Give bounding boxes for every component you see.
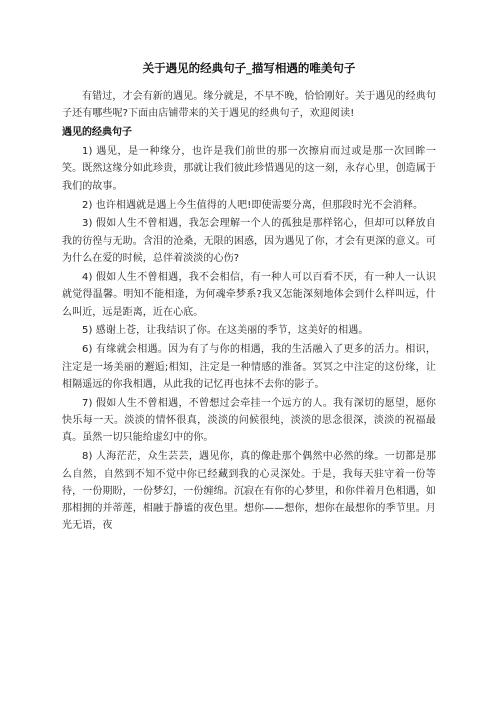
section-heading: 遇见的经典句子 bbox=[62, 127, 132, 139]
paragraph-2: 2) 也许相遇就是遇上今生值得的人吧!即使需要分离，但那段时光不会消释。 bbox=[82, 199, 424, 211]
paragraph-7: 7) 假如人生不曾相遇，不曾想过会牵挂一个远方的人。我有深切的愿望，愿你快乐每一天。淡淡的情怀很真，淡淡的问候很纯，淡淡的思念很深，淡淡的祝福最真。虽然一切只能给虚幻中的你。 bbox=[62, 397, 436, 444]
paragraph-8: 8) 人海茫茫，众生芸芸，遇见你，真的像赴那个偶然中必然的缘。一切都是那么自然，自然到不知不觉中你已经藏到我的心灵深处。于是，我每天驻守着一份等待，一份期盼，一份梦幻，一份缠绵。沉寂在有你的心梦里，和你伴着月色相遇，如那相拥的并蒂莲，相融于静谧的夜色里。想你——想你，想你在最想你的季节里。月光无语，夜 bbox=[62, 451, 436, 532]
paragraph-4: 4) 假如人生不曾相遇，我不会相信，有一种人可以百看不厌，有一种人一认识就觉得温馨。明知不能相逢，为何魂牵梦系?我又怎能深刻地体会到什么样叫远，什么叫近，远是距离，近在心底。 bbox=[62, 271, 436, 318]
paragraph-1: 1) 遇见，是一种缘分，也许是我们前世的那一次擦肩而过或是那一次回眸一笑。既然这缘分如此珍贵，那就让我们彼此珍惜遇见的这一刻，永存心里，创造属于我们的故事。 bbox=[62, 146, 436, 192]
document-title: 关于遇见的经典句子_描写相遇的唯美句子 bbox=[142, 61, 356, 75]
paragraph-6: 6) 有缘就会相遇。因为有了与你的相遇，我的生活融入了更多的活力。相识，注定是一场美丽的邂逅;相知，注定是一种情感的淮备。冥冥之中注定的这份缘，让相隔遥远的你我相遇，从此我的记忆再也抹不去你的影子。 bbox=[62, 344, 436, 390]
paragraph-3: 3) 假如人生不曾相遇，我怎会理解一个人的孤独是那样铭心，但却可以释放自我的彷徨与无助。含泪的沧桑，无限的困惑，因为遇见了你，才会有更深的意义。可为什么在爱的时候，总伴着淡淡的心伤? bbox=[62, 218, 436, 265]
document-page bbox=[62, 60, 436, 536]
paragraph-5: 5) 感谢上苍，让我结识了你。在这美丽的季节，这美好的相遇。 bbox=[82, 325, 369, 337]
intro-paragraph: 有错过，才会有新的遇见。缘分就是，不早不晚，恰恰刚好。关于遇见的经典句子还有哪些呢?下面由店铺带来的关于遇见的经典句子，欢迎阅读! bbox=[62, 91, 436, 120]
